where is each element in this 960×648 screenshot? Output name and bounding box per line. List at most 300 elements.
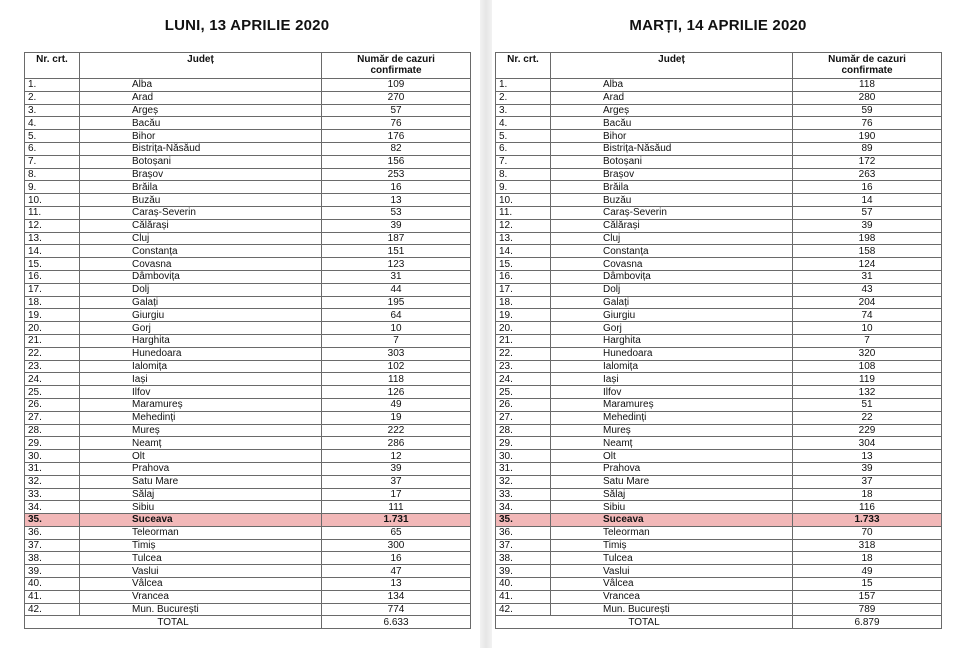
total-label: TOTAL bbox=[25, 616, 322, 629]
county-name: Giurgiu bbox=[551, 309, 793, 322]
case-count: 318 bbox=[793, 539, 942, 552]
case-count: 151 bbox=[322, 245, 471, 258]
county-name: Caraș-Severin bbox=[80, 206, 322, 219]
case-count: 134 bbox=[322, 590, 471, 603]
table-row bbox=[25, 168, 471, 181]
case-count: 286 bbox=[322, 437, 471, 450]
table-row bbox=[496, 590, 942, 603]
row-number: 19. bbox=[496, 309, 551, 322]
table-row bbox=[25, 296, 471, 309]
table-row bbox=[496, 155, 942, 168]
table-row bbox=[25, 424, 471, 437]
row-number: 31. bbox=[25, 462, 80, 475]
row-number: 29. bbox=[496, 437, 551, 450]
row-number: 23. bbox=[25, 360, 80, 373]
table-row bbox=[496, 194, 942, 207]
left-panel bbox=[24, 0, 470, 629]
row-number: 11. bbox=[25, 206, 80, 219]
table-row bbox=[496, 232, 942, 245]
case-count: 303 bbox=[322, 347, 471, 360]
case-count: 116 bbox=[793, 501, 942, 514]
county-name: Prahova bbox=[80, 462, 322, 475]
table-row bbox=[25, 514, 471, 527]
county-name: Vaslui bbox=[80, 565, 322, 578]
case-count: 109 bbox=[322, 79, 471, 92]
county-name: Dolj bbox=[80, 283, 322, 296]
county-name: Constanța bbox=[80, 245, 322, 258]
case-count: 49 bbox=[322, 398, 471, 411]
row-number: 26. bbox=[25, 398, 80, 411]
table-row bbox=[25, 142, 471, 155]
page-divider bbox=[480, 0, 492, 648]
case-count: 126 bbox=[322, 386, 471, 399]
county-name: Iași bbox=[551, 373, 793, 386]
row-number: 5. bbox=[496, 130, 551, 143]
county-name: Vâlcea bbox=[80, 578, 322, 591]
county-name: Argeș bbox=[551, 104, 793, 117]
case-count: 51 bbox=[793, 398, 942, 411]
county-name: Ialomița bbox=[551, 360, 793, 373]
county-name: Alba bbox=[80, 79, 322, 92]
county-name: Suceava bbox=[551, 514, 793, 527]
row-number: 13. bbox=[25, 232, 80, 245]
row-number: 20. bbox=[25, 322, 80, 335]
row-number: 24. bbox=[496, 373, 551, 386]
table-row bbox=[25, 603, 471, 616]
case-count: 789 bbox=[793, 603, 942, 616]
county-name: Brăila bbox=[551, 181, 793, 194]
row-number: 36. bbox=[25, 526, 80, 539]
county-name: Argeș bbox=[80, 104, 322, 117]
table-row bbox=[25, 552, 471, 565]
case-count: 123 bbox=[322, 258, 471, 271]
county-name: Vrancea bbox=[551, 590, 793, 603]
case-count: 118 bbox=[793, 79, 942, 92]
case-count: 190 bbox=[793, 130, 942, 143]
row-number: 16. bbox=[496, 270, 551, 283]
county-name: Vâlcea bbox=[551, 578, 793, 591]
row-number: 10. bbox=[496, 194, 551, 207]
county-name: Călărași bbox=[551, 219, 793, 232]
row-number: 35. bbox=[496, 514, 551, 527]
table-row bbox=[496, 245, 942, 258]
case-count: 108 bbox=[793, 360, 942, 373]
table-row bbox=[25, 79, 471, 92]
case-count: 16 bbox=[322, 181, 471, 194]
case-count: 10 bbox=[322, 322, 471, 335]
total-row bbox=[25, 616, 471, 629]
case-count: 17 bbox=[322, 488, 471, 501]
table-row bbox=[496, 117, 942, 130]
county-name: Prahova bbox=[551, 462, 793, 475]
row-number: 31. bbox=[496, 462, 551, 475]
table-row bbox=[496, 283, 942, 296]
table-row bbox=[496, 360, 942, 373]
county-name: Botoșani bbox=[551, 155, 793, 168]
county-name: Mureș bbox=[551, 424, 793, 437]
table-row bbox=[496, 424, 942, 437]
table-row bbox=[496, 437, 942, 450]
row-number: 9. bbox=[496, 181, 551, 194]
row-number: 8. bbox=[25, 168, 80, 181]
case-count: 57 bbox=[322, 104, 471, 117]
case-count: 31 bbox=[793, 270, 942, 283]
county-name: Bistrița-Năsăud bbox=[551, 142, 793, 155]
case-count: 195 bbox=[322, 296, 471, 309]
case-count: 82 bbox=[322, 142, 471, 155]
case-count: 304 bbox=[793, 437, 942, 450]
case-count: 270 bbox=[322, 91, 471, 104]
case-count: 253 bbox=[322, 168, 471, 181]
case-count: 13 bbox=[322, 578, 471, 591]
row-number: 40. bbox=[496, 578, 551, 591]
row-number: 6. bbox=[496, 142, 551, 155]
case-count: 13 bbox=[793, 450, 942, 463]
county-name: Olt bbox=[80, 450, 322, 463]
table-row bbox=[25, 411, 471, 424]
table-row bbox=[496, 296, 942, 309]
county-name: Teleorman bbox=[80, 526, 322, 539]
row-number: 7. bbox=[496, 155, 551, 168]
case-count: 111 bbox=[322, 501, 471, 514]
case-count: 13 bbox=[322, 194, 471, 207]
case-count: 70 bbox=[793, 526, 942, 539]
row-number: 4. bbox=[496, 117, 551, 130]
row-number: 12. bbox=[496, 219, 551, 232]
county-name: Călărași bbox=[80, 219, 322, 232]
case-count: 229 bbox=[793, 424, 942, 437]
table-row bbox=[496, 603, 942, 616]
row-number: 16. bbox=[25, 270, 80, 283]
county-name: Ilfov bbox=[80, 386, 322, 399]
table-row bbox=[25, 334, 471, 347]
case-count: 39 bbox=[322, 219, 471, 232]
table-row bbox=[25, 270, 471, 283]
table-row bbox=[496, 514, 942, 527]
case-count: 157 bbox=[793, 590, 942, 603]
table-row bbox=[25, 539, 471, 552]
county-name: Sibiu bbox=[551, 501, 793, 514]
table-row bbox=[25, 219, 471, 232]
total-value: 6.633 bbox=[322, 616, 471, 629]
county-name: Brașov bbox=[80, 168, 322, 181]
row-number: 32. bbox=[496, 475, 551, 488]
row-number: 26. bbox=[496, 398, 551, 411]
case-count: 263 bbox=[793, 168, 942, 181]
county-name: Covasna bbox=[551, 258, 793, 271]
table-body bbox=[25, 79, 471, 616]
county-name: Covasna bbox=[80, 258, 322, 271]
county-name: Mehedinți bbox=[80, 411, 322, 424]
case-count: 198 bbox=[793, 232, 942, 245]
case-count: 47 bbox=[322, 565, 471, 578]
case-count: 39 bbox=[793, 219, 942, 232]
case-count: 53 bbox=[322, 206, 471, 219]
table-row bbox=[496, 91, 942, 104]
row-number: 1. bbox=[496, 79, 551, 92]
row-number: 10. bbox=[25, 194, 80, 207]
table-row bbox=[25, 91, 471, 104]
county-name: Mun. București bbox=[551, 603, 793, 616]
case-count: 187 bbox=[322, 232, 471, 245]
row-number: 37. bbox=[25, 539, 80, 552]
county-name: Buzău bbox=[551, 194, 793, 207]
county-name: Gorj bbox=[80, 322, 322, 335]
county-name: Olt bbox=[551, 450, 793, 463]
header-cases: Număr de cazuri confirmate bbox=[793, 53, 942, 79]
case-count: 64 bbox=[322, 309, 471, 322]
table-row bbox=[496, 181, 942, 194]
table-row bbox=[496, 104, 942, 117]
left-cases-table bbox=[24, 52, 471, 629]
row-number: 3. bbox=[496, 104, 551, 117]
table-row bbox=[25, 245, 471, 258]
table-row bbox=[25, 155, 471, 168]
table-row bbox=[25, 104, 471, 117]
row-number: 39. bbox=[496, 565, 551, 578]
total-value: 6.879 bbox=[793, 616, 942, 629]
row-number: 22. bbox=[496, 347, 551, 360]
case-count: 14 bbox=[793, 194, 942, 207]
table-row bbox=[25, 360, 471, 373]
county-name: Dâmbovița bbox=[551, 270, 793, 283]
row-number: 39. bbox=[25, 565, 80, 578]
right-table-title: MARȚI, 14 APRILIE 2020 bbox=[629, 17, 807, 34]
case-count: 320 bbox=[793, 347, 942, 360]
row-number: 17. bbox=[496, 283, 551, 296]
row-number: 21. bbox=[496, 334, 551, 347]
case-count: 22 bbox=[793, 411, 942, 424]
case-count: 132 bbox=[793, 386, 942, 399]
county-name: Tulcea bbox=[80, 552, 322, 565]
table-row bbox=[496, 206, 942, 219]
table-row bbox=[25, 590, 471, 603]
case-count: 59 bbox=[793, 104, 942, 117]
county-name: Galați bbox=[551, 296, 793, 309]
row-number: 18. bbox=[25, 296, 80, 309]
case-count: 43 bbox=[793, 283, 942, 296]
case-count: 18 bbox=[793, 552, 942, 565]
county-name: Buzău bbox=[80, 194, 322, 207]
row-number: 14. bbox=[25, 245, 80, 258]
table-row bbox=[25, 373, 471, 386]
county-name: Cluj bbox=[551, 232, 793, 245]
table-row bbox=[496, 462, 942, 475]
table-row bbox=[496, 258, 942, 271]
county-name: Hunedoara bbox=[551, 347, 793, 360]
case-count: 300 bbox=[322, 539, 471, 552]
row-number: 13. bbox=[496, 232, 551, 245]
table-row bbox=[496, 411, 942, 424]
case-count: 37 bbox=[793, 475, 942, 488]
table-row bbox=[25, 488, 471, 501]
table-row bbox=[496, 488, 942, 501]
row-number: 28. bbox=[25, 424, 80, 437]
county-name: Brașov bbox=[551, 168, 793, 181]
county-name: Giurgiu bbox=[80, 309, 322, 322]
case-count: 7 bbox=[322, 334, 471, 347]
case-count: 76 bbox=[793, 117, 942, 130]
table-row bbox=[496, 501, 942, 514]
row-number: 37. bbox=[496, 539, 551, 552]
row-number: 28. bbox=[496, 424, 551, 437]
row-number: 6. bbox=[25, 142, 80, 155]
case-count: 74 bbox=[793, 309, 942, 322]
table-row bbox=[25, 565, 471, 578]
county-name: Mehedinți bbox=[551, 411, 793, 424]
table-row bbox=[496, 322, 942, 335]
county-name: Gorj bbox=[551, 322, 793, 335]
case-count: 37 bbox=[322, 475, 471, 488]
county-name: Hunedoara bbox=[80, 347, 322, 360]
table-row bbox=[496, 334, 942, 347]
county-name: Timiș bbox=[80, 539, 322, 552]
row-number: 25. bbox=[496, 386, 551, 399]
case-count: 7 bbox=[793, 334, 942, 347]
county-name: Caraș-Severin bbox=[551, 206, 793, 219]
row-number: 33. bbox=[25, 488, 80, 501]
row-number: 18. bbox=[496, 296, 551, 309]
county-name: Dolj bbox=[551, 283, 793, 296]
row-number: 33. bbox=[496, 488, 551, 501]
table-row bbox=[496, 219, 942, 232]
case-count: 124 bbox=[793, 258, 942, 271]
county-name: Vaslui bbox=[551, 565, 793, 578]
case-count: 76 bbox=[322, 117, 471, 130]
table-row bbox=[496, 475, 942, 488]
table-row bbox=[25, 578, 471, 591]
county-name: Sibiu bbox=[80, 501, 322, 514]
row-number: 7. bbox=[25, 155, 80, 168]
total-label: TOTAL bbox=[496, 616, 793, 629]
row-number: 41. bbox=[496, 590, 551, 603]
county-name: Bihor bbox=[80, 130, 322, 143]
case-count: 18 bbox=[793, 488, 942, 501]
county-name: Mun. București bbox=[80, 603, 322, 616]
row-number: 38. bbox=[25, 552, 80, 565]
row-number: 29. bbox=[25, 437, 80, 450]
table-row bbox=[496, 386, 942, 399]
county-name: Timiș bbox=[551, 539, 793, 552]
row-number: 30. bbox=[496, 450, 551, 463]
table-row bbox=[25, 322, 471, 335]
county-name: Satu Mare bbox=[551, 475, 793, 488]
county-name: Vrancea bbox=[80, 590, 322, 603]
table-row bbox=[25, 181, 471, 194]
row-number: 23. bbox=[496, 360, 551, 373]
row-number: 34. bbox=[25, 501, 80, 514]
case-count: 16 bbox=[793, 181, 942, 194]
county-name: Arad bbox=[80, 91, 322, 104]
table-row bbox=[25, 501, 471, 514]
row-number: 30. bbox=[25, 450, 80, 463]
table-row bbox=[25, 283, 471, 296]
county-name: Maramureș bbox=[80, 398, 322, 411]
table-row bbox=[496, 309, 942, 322]
case-count: 204 bbox=[793, 296, 942, 309]
county-name: Alba bbox=[551, 79, 793, 92]
table-row bbox=[25, 437, 471, 450]
county-name: Botoșani bbox=[80, 155, 322, 168]
case-count: 39 bbox=[793, 462, 942, 475]
table-row bbox=[25, 526, 471, 539]
county-name: Tulcea bbox=[551, 552, 793, 565]
county-name: Neamț bbox=[551, 437, 793, 450]
row-number: 4. bbox=[25, 117, 80, 130]
case-count: 19 bbox=[322, 411, 471, 424]
county-name: Sălaj bbox=[551, 488, 793, 501]
case-count: 15 bbox=[793, 578, 942, 591]
row-number: 36. bbox=[496, 526, 551, 539]
row-number: 12. bbox=[25, 219, 80, 232]
table-row bbox=[25, 232, 471, 245]
county-name: Iași bbox=[80, 373, 322, 386]
case-count: 49 bbox=[793, 565, 942, 578]
row-number: 11. bbox=[496, 206, 551, 219]
table-row bbox=[496, 79, 942, 92]
row-number: 8. bbox=[496, 168, 551, 181]
row-number: 5. bbox=[25, 130, 80, 143]
row-number: 15. bbox=[25, 258, 80, 271]
row-number: 2. bbox=[496, 91, 551, 104]
row-number: 17. bbox=[25, 283, 80, 296]
county-name: Mureș bbox=[80, 424, 322, 437]
table-header-row bbox=[25, 53, 471, 79]
county-name: Neamț bbox=[80, 437, 322, 450]
table-row bbox=[496, 398, 942, 411]
table-row bbox=[25, 309, 471, 322]
case-count: 280 bbox=[793, 91, 942, 104]
case-count: 16 bbox=[322, 552, 471, 565]
county-name: Constanța bbox=[551, 245, 793, 258]
table-row bbox=[25, 475, 471, 488]
county-name: Bistrița-Năsăud bbox=[80, 142, 322, 155]
case-count: 156 bbox=[322, 155, 471, 168]
table-row bbox=[496, 526, 942, 539]
table-row bbox=[25, 130, 471, 143]
row-number: 38. bbox=[496, 552, 551, 565]
row-number: 27. bbox=[496, 411, 551, 424]
row-number: 24. bbox=[25, 373, 80, 386]
county-name: Galați bbox=[80, 296, 322, 309]
case-count: 89 bbox=[793, 142, 942, 155]
table-body bbox=[496, 79, 942, 616]
table-row bbox=[496, 130, 942, 143]
table-row bbox=[496, 539, 942, 552]
case-count: 1.731 bbox=[322, 514, 471, 527]
header-cases: Număr de cazuri confirmate bbox=[322, 53, 471, 79]
case-count: 12 bbox=[322, 450, 471, 463]
row-number: 35. bbox=[25, 514, 80, 527]
case-count: 119 bbox=[793, 373, 942, 386]
case-count: 118 bbox=[322, 373, 471, 386]
row-number: 21. bbox=[25, 334, 80, 347]
county-name: Maramureș bbox=[551, 398, 793, 411]
case-count: 176 bbox=[322, 130, 471, 143]
row-number: 15. bbox=[496, 258, 551, 271]
table-row bbox=[496, 450, 942, 463]
row-number: 9. bbox=[25, 181, 80, 194]
row-number: 34. bbox=[496, 501, 551, 514]
county-name: Arad bbox=[551, 91, 793, 104]
table-header-row bbox=[496, 53, 942, 79]
case-count: 65 bbox=[322, 526, 471, 539]
row-number: 14. bbox=[496, 245, 551, 258]
row-number: 42. bbox=[496, 603, 551, 616]
table-row bbox=[496, 270, 942, 283]
county-name: Ialomița bbox=[80, 360, 322, 373]
table-row bbox=[496, 142, 942, 155]
